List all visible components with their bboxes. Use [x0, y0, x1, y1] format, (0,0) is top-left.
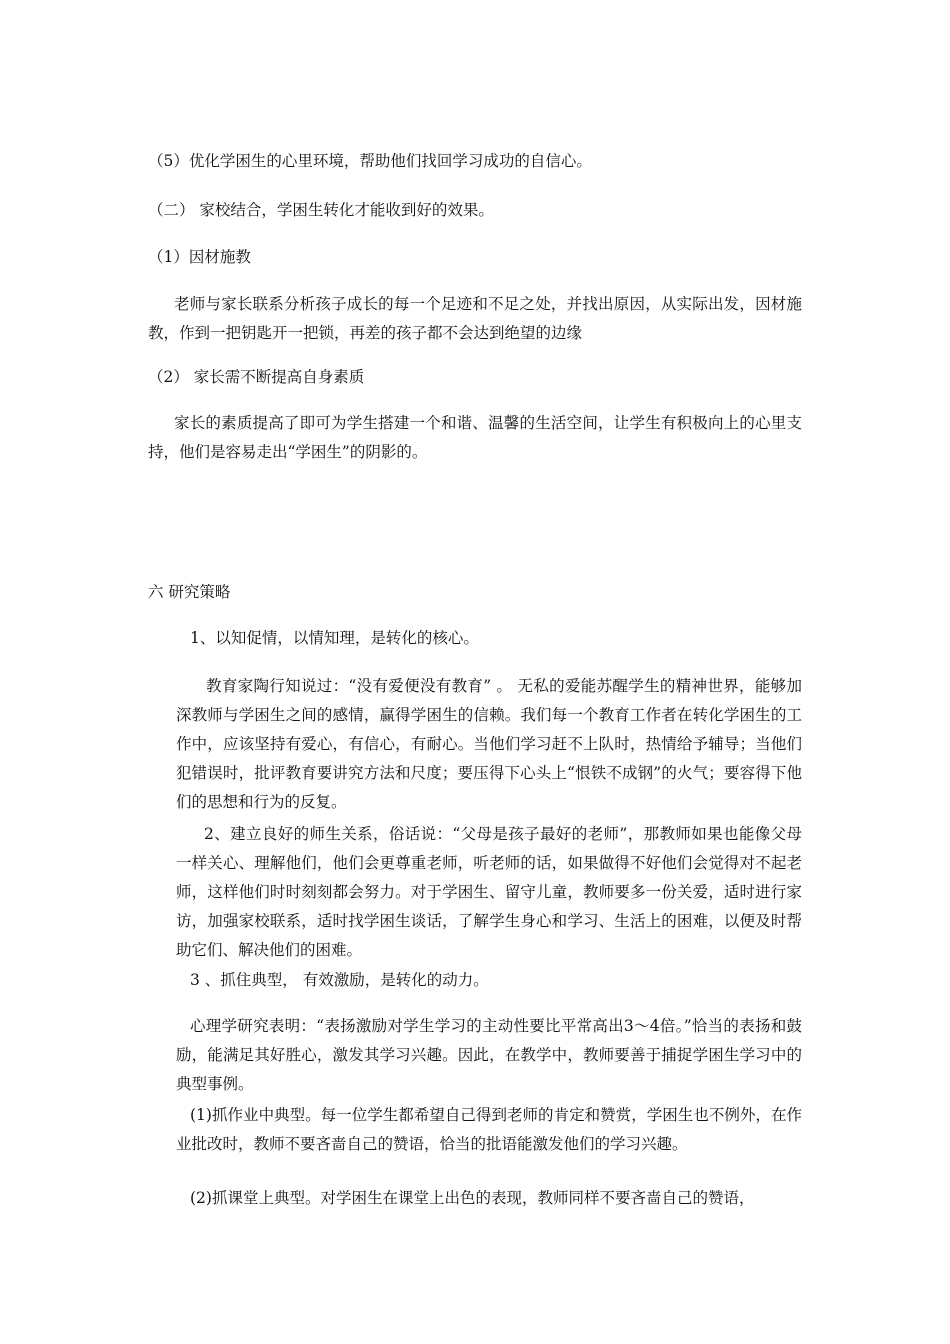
sub-2-paragraph: 家长的素质提高了即可为学生搭建一个和谐、温馨的生活空间，让学生有积极向上的心里支持，他们是容易走出“学困生”的阴影的。 [148, 414, 802, 461]
item-5-text: （5）优化学困生的心里环境，帮助他们找回学习成功的自信心。 [148, 152, 592, 170]
point-1-paragraph: 教育家陶行知说过：“没有爱便没有教育” 。 无私的爱能苏醒学生的精神世界，能够加深教师与学困生之间的感情，赢得学困生的信赖。我们每一个教育工作者在转化学困生的工作中，应该坚持有爱心，有信心，有耐心。当他们学习赶不上队时，热情给予辅导；当他们犯错误时，批评教育要讲究方法和尺度；要压得下心头上“恨铁不成钢”的火气；要容得下他们的思想和行为的反复。 [176, 677, 802, 811]
section-6-heading: 六 研究策略 [148, 583, 231, 601]
point-1-heading: 1、以知促情，以情知理，是转化的核心。 [190, 629, 479, 647]
point-2-paragraph: 2、建立良好的师生关系，俗话说：“父母是孩子最好的老师”，那教师如果也能像父母一样关心、理解他们，他们会更尊重老师，听老师的话，如果做得不好他们会觉得对不起老师，这样他们时时刻刻都会努力。对于学困生、留守儿童，教师要多一份关爱，适时进行家访，加强家校联系，适时找学困生谈话，了解学生身心和学习、生活上的困难，以便及时帮助它们、解决他们的困难。 [176, 825, 802, 959]
point-3-paragraph: 心理学研究表明：“表扬激励对学生学习的主动性要比平常高出3～4倍。”恰当的表扬和鼓励，能满足其好胜心，激发其学习兴趣。因此，在教学中，教师要善于捕捉学困生学习中的典型事例。 [176, 1017, 802, 1093]
sub-2-heading: （2） 家长需不断提高自身素质 [148, 368, 365, 386]
classroom-paragraph: (2)抓课堂上典型。对学困生在课堂上出色的表现，教师同样不要吝啬自己的赞语， [190, 1189, 755, 1207]
sub-1-paragraph: 老师与家长联系分析孩子成长的每一个足迹和不足之处，并找出原因，从实际出发，因材施教，作到一把钥匙开一把锁，再差的孩子都不会达到绝望的边缘 [148, 295, 802, 342]
sub-1-heading: （1）因材施教 [148, 248, 251, 266]
part-2-heading: （二） 家校结合，学困生转化才能收到好的效果。 [148, 201, 494, 219]
point-3-heading: 3 、抓住典型， 有效激励，是转化的动力。 [190, 971, 489, 989]
homework-paragraph: (1)抓作业中典型。每一位学生都希望自己得到老师的肯定和赞赏，学困生也不例外，在作业批改时，教师不要吝啬自己的赞语，恰当的批语能激发他们的学习兴趣。 [176, 1106, 802, 1153]
